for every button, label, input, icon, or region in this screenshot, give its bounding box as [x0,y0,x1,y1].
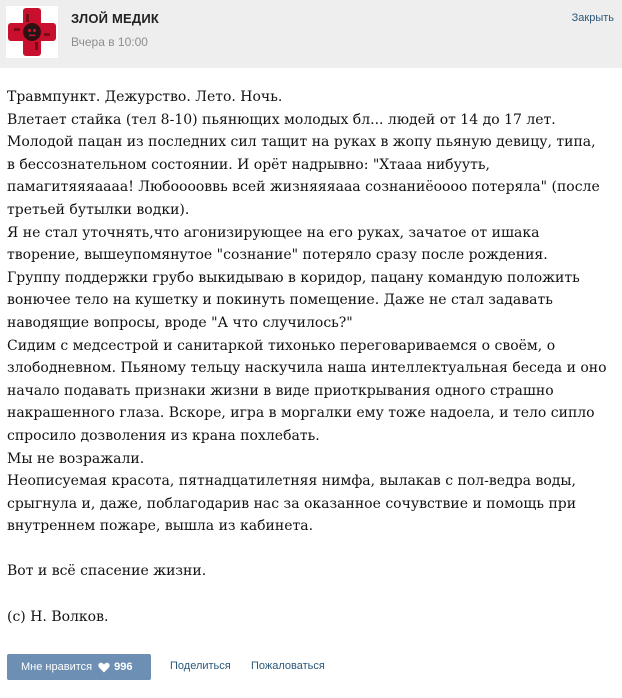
share-link[interactable]: Поделиться [170,660,231,672]
post-paragraph: Мы не возражали. [7,450,145,467]
heart-icon [98,662,110,673]
paragraph-spacer [7,583,607,606]
paragraph-spacer [7,538,607,561]
post-paragraph: Я не стал уточнять,что агонизирующее на его руках, зачатое от ишака творение, вышеупомянутое "сознание" потеряло сразу после рождения. [7,224,548,264]
post-paragraph: Влетает стайка (тел 8-10) пьянющих молодых бл... людей от 14 до 17 лет. [7,111,556,128]
group-name[interactable]: ЗЛОЙ МЕДИК [71,11,160,26]
post-paragraph: Сидим с медсестрой и санитаркой тихонько переговариваемся о своём, о злободневном. Пьяному тельцу наскучила наша интеллектуальная беседа и оно начало подавать признаки жизни в виде приоткрывания одного страшно накрашенного глаза. Вскоре, игра в моргалки ему тоже надоела, и тело сипло спросило дозволения из крана похлебать. [7,337,607,444]
close-link[interactable]: Закрыть [571,12,614,24]
post-actions [7,654,607,680]
post-text [7,86,607,628]
post-closing: Вот и всё спасение жизни. [7,563,207,580]
group-avatar[interactable] [6,6,58,58]
like-count: 996 [114,661,133,673]
post-signature: (c) Н. Волков. [7,608,109,625]
like-button[interactable] [7,654,151,680]
red-cross-logo-icon [6,6,58,58]
post-header [0,0,622,68]
like-label: Мне нравится [21,661,93,673]
post-timestamp[interactable]: Вчера в 10:00 [71,35,148,49]
report-link[interactable]: Пожаловаться [251,660,325,672]
post-paragraph: Молодой пацан из последних сил тащит на руках в жопу пьяную девицу, типа, в бессознательном состоянии. И орёт надрывно: "Хтааа нибууть, памагитяяяаааа! Любооооввь всей жизняяяааа сознаниёоооо потеряла" (после третьей бутылки водки). [7,134,600,218]
post-paragraph: Травмпункт. Дежурство. Лето. Ночь. [7,89,283,105]
post-paragraph: Неописуемая красота, пятнадцатилетняя нимфа, вылакав с пол-ведра воды, срыгнула и, даже, поблагодарив нас за оказанное сочувствие и помощь при внутреннем пожаре, вышла из кабинета. [7,473,577,535]
post-paragraph: Группу поддержки грубо выкидываю в коридор, пацану командую положить вонючее тело на кушетку и покинуть помещение. Даже не стал задавать наводящие вопросы, вроде "А что случилось?" [7,269,580,331]
